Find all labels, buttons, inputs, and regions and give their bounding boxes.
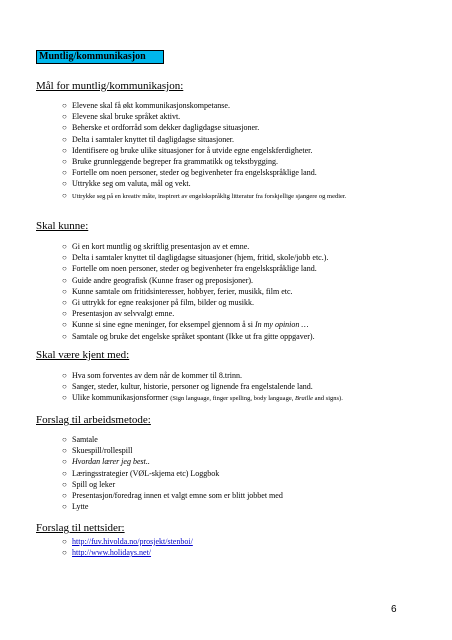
list-item: ○ Hvordan lærer jeg best.. [62, 457, 150, 467]
list-item: ○ Kunne samtale om fritidsinteresser, hobbyer, ferier, musikk, film etc. [62, 286, 293, 296]
list-item: ○ Presentasjon/foredrag innen et valgt emne som er blitt jobbet med [62, 491, 283, 501]
list-item: ○ Sanger, steder, kultur, historie, personer og lignende fra engelstalende land. [62, 382, 313, 392]
heading-metode: Forslag til arbeidsmetode: [36, 414, 151, 426]
heading-kunne: Skal kunne: [36, 220, 89, 232]
list-item: ○ Elevene skal få økt kommunikasjonskompetanse. [62, 101, 230, 110]
list-kunne [62, 241, 382, 342]
heading-nettsider: Forslag til nettsider: [36, 522, 125, 534]
list-item: ○ Ulike kommunikasjonsformer (Sign language, finger spelling, body language, Braille and signs). [62, 393, 343, 403]
list-item: ○ Læringsstrategier (VØL-skjema etc) Loggbok [62, 468, 220, 478]
list-item: ○ Presentasjon av selvvalgt emne. [62, 309, 175, 319]
list-nettsider [62, 536, 382, 558]
heading-maal: Mål for muntlig/kommunikasjon: [36, 80, 184, 92]
section-banner: Muntlig/kommunikasjon [36, 50, 164, 64]
list-item: ○ Lytte [62, 502, 89, 512]
list-metode [62, 434, 382, 512]
list-item: ○ http://fuv.hivolda.no/prosjekt/stenboi/ [62, 537, 193, 546]
list-item: ○ Uttrykke seg om valuta, mål og vekt. [62, 179, 191, 189]
list-item: ○ Gi uttrykk for egne reaksjoner på film, bilder og musikk. [62, 298, 254, 308]
list-item: ○ Samtale [62, 435, 98, 444]
list-item: ○ Spill og leker [62, 479, 116, 489]
list-item: ○ Identifisere og bruke ulike situasjoner for å utvide egne engelskferdigheter. [62, 145, 313, 155]
list-item: ○ Fortelle om noen personer, steder og begivenheter fra engelskspråklige land. [62, 168, 317, 178]
page-number: 6 [391, 604, 397, 615]
link-fuv-hivolda[interactable]: http://fuv.hivolda.no/prosjekt/stenboi/ [72, 537, 193, 546]
list-item: ○ Skuespill/rollespill [62, 446, 133, 456]
list-item: ○ Delta i samtaler knyttet til dagligdagse situasjoner (hjem, fritid, skole/jobb etc.). [62, 253, 329, 263]
list-item: ○ Samtale og bruke det engelske språket spontant (Ikke ut fra gitte oppgaver). [62, 331, 315, 341]
list-maal [62, 100, 382, 202]
list-item: ○ Gi en kort muntlig og skriftlig presentasjon av et emne. [62, 242, 250, 251]
list-kjent [62, 370, 382, 405]
list-item: ○ Beherske et ordforråd som dekker dagligdagse situasjoner. [62, 123, 260, 133]
link-holidays[interactable]: http://www.holidays.net/ [72, 548, 152, 558]
list-item: ○ Delta i samtaler knyttet til dagligdagse situasjoner. [62, 134, 234, 144]
list-item: ○ Bruke grunnleggende begreper fra grammatikk og tekstbygging. [62, 157, 278, 167]
list-item: ○ Uttrykke seg på en kreativ måte, inspirert av engelskspråklig litteratur fra forskjellige sjangere og medier. [62, 190, 347, 200]
list-item: ○ Fortelle om noen personer, steder og begivenheter fra engelskspråklige land. [62, 264, 317, 274]
list-item: ○ Guide andre geografisk (Kunne fraser og preposisjoner). [62, 275, 254, 285]
list-item: ○ Hva som forventes av dem når de kommer til 8.trinn. [62, 371, 242, 380]
list-item: ○ Elevene skal bruke språket aktivt. [62, 112, 181, 122]
heading-kjent: Skal være kjent med: [36, 349, 130, 361]
list-item: ○ http://www.holidays.net/ [62, 548, 152, 558]
list-item: ○ Kunne si sine egne meninger, for eksempel gjennom å si In my opinion … [62, 320, 309, 330]
